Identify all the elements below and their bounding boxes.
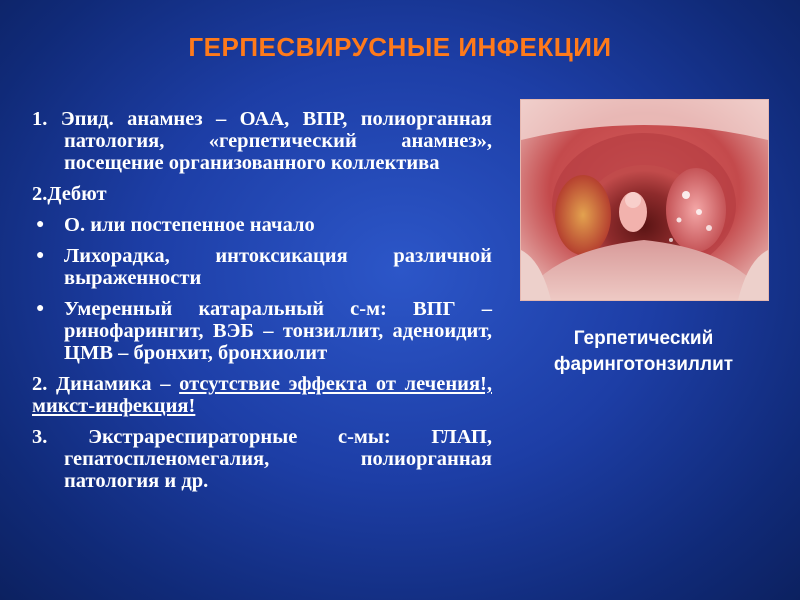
bullet-dot-icon: ●: [36, 301, 45, 316]
pharyngotonsillitis-image: [521, 100, 768, 300]
bullet-dot-icon: ●: [36, 248, 45, 263]
caption-line-1: Герпетический: [573, 328, 714, 349]
debut-bullet-list: [32, 214, 492, 364]
slide-title: ГЕРПЕСВИРУСНЫЕ ИНФЕКЦИИ: [188, 32, 612, 62]
dynamics-underlined-text: отсутствие эффекта от лечения!, микст-инфекция!: [32, 373, 492, 417]
item-dynamics: 2. Динамика – отсутствие эффекта от лечения!, микст-инфекция!: [32, 373, 492, 417]
slide-body: [32, 108, 492, 501]
bullet-onset: ● О. или постепенное начало: [36, 214, 315, 236]
item-extrarespiratory: 3. Экстрареспираторные с-мы: ГЛАП, гепатоспленомегалия, полиорганная патология и др.: [32, 426, 492, 492]
throat-photo: [520, 99, 769, 301]
bullet-dot-icon: ●: [36, 217, 45, 232]
caption-line-2: фаринготонзиллит: [553, 354, 734, 375]
bullet-catarrhal: ● Умеренный катаральный с-м: ВПГ – ринофарингит, ВЭБ – тонзиллит, аденоидит, ЦМВ – бронхит, бронхиолит: [36, 298, 492, 364]
bullet-fever: ● Лихорадка, интоксикация различной выраженности: [36, 245, 492, 289]
item-epid-anamnesis: 1. Эпид. анамнез – ОАА, ВПР, полиорганная патология, «герпетический анамнез», посещение организованного коллектива: [32, 108, 492, 174]
item-debut-heading: 2.Дебют: [32, 183, 107, 205]
photo-caption: [520, 326, 767, 378]
